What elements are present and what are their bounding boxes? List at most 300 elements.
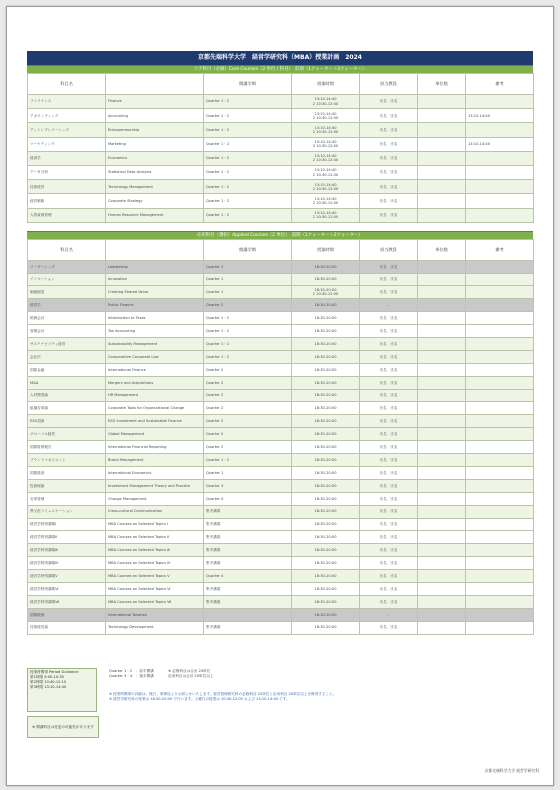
course-time: 18:30-20:00 bbox=[292, 441, 360, 454]
table-row bbox=[28, 109, 534, 123]
course-term: Quarter 1・2 bbox=[204, 151, 292, 165]
course-credit bbox=[418, 608, 466, 621]
course-credit bbox=[418, 492, 466, 505]
course-term: 集中講義 bbox=[204, 544, 292, 557]
course-name-ja: アントレプレナーシップ bbox=[28, 123, 106, 137]
course-note bbox=[466, 123, 534, 137]
course-term: Quarter 1・2 bbox=[204, 95, 292, 109]
column-header: 科目名 bbox=[28, 239, 106, 260]
course-name-ja: ファイナンス bbox=[28, 95, 106, 109]
table-row bbox=[28, 505, 534, 518]
course-teacher: - bbox=[360, 608, 418, 621]
course-name-en: Creating Shared Value bbox=[106, 286, 204, 299]
column-header: 単位数 bbox=[418, 74, 466, 95]
course-name-en: MBA Courses on Selected Topics Ⅱ bbox=[106, 531, 204, 544]
course-credit bbox=[418, 194, 466, 208]
course-teacher: 氏名 氏名 bbox=[360, 376, 418, 389]
course-credit bbox=[418, 531, 466, 544]
course-time: 18:30-20:00 bbox=[292, 389, 360, 402]
course-time: 18:30-20:00 bbox=[292, 260, 360, 273]
table-row bbox=[28, 260, 534, 273]
course-time: 18:30-20:00 bbox=[292, 492, 360, 505]
course-note bbox=[466, 544, 534, 557]
course-name-en: Economics bbox=[106, 151, 204, 165]
course-note bbox=[466, 454, 534, 467]
course-time: 13:10-14:40 2 10:30-12:00 bbox=[292, 151, 360, 165]
course-name-en: Mergers and Acquisitions bbox=[106, 376, 204, 389]
course-name-en: Public Finance bbox=[106, 299, 204, 312]
course-name-en: International Finance bbox=[106, 363, 204, 376]
course-term: Quarter 1・2 bbox=[204, 109, 292, 123]
course-term: Quarter 2 bbox=[204, 415, 292, 428]
course-name-ja: 国際金融 bbox=[28, 363, 106, 376]
course-name-en: International Taxation bbox=[106, 608, 204, 621]
course-name-ja: 国際経済 bbox=[28, 466, 106, 479]
course-credit bbox=[418, 273, 466, 286]
course-credit bbox=[418, 570, 466, 583]
course-note bbox=[466, 312, 534, 325]
course-credit bbox=[418, 123, 466, 137]
course-name-en: Leadership bbox=[106, 260, 204, 273]
course-time: 18:30-20:00 bbox=[292, 338, 360, 351]
course-time: 18:30-20:00 bbox=[292, 312, 360, 325]
course-credit bbox=[418, 350, 466, 363]
course-name-en: MBA Courses on Selected Topics Ⅶ bbox=[106, 595, 204, 608]
page-title: 京都先端科学大学 経営学研究科（MBA）授業計画 2024 bbox=[27, 51, 533, 65]
course-credit bbox=[418, 466, 466, 479]
course-name-ja: イノベーション bbox=[28, 273, 106, 286]
course-name-en: Technology Development bbox=[106, 621, 204, 634]
course-note bbox=[466, 505, 534, 518]
schedule-content bbox=[27, 51, 533, 635]
course-teacher: 氏名 氏名 bbox=[360, 557, 418, 570]
course-teacher: 氏名 氏名 bbox=[360, 518, 418, 531]
table-row bbox=[28, 518, 534, 531]
course-note bbox=[466, 151, 534, 165]
course-teacher: 氏名 氏名 bbox=[360, 180, 418, 194]
course-name-ja: 組織変革論 bbox=[28, 402, 106, 415]
course-teacher: 氏名 氏名 bbox=[360, 363, 418, 376]
course-note bbox=[466, 466, 534, 479]
course-time: 13:10-14:40 2 10:30-12:00 bbox=[292, 137, 360, 151]
course-time: 18:30-20:00 bbox=[292, 402, 360, 415]
course-term: Quarter 1 bbox=[204, 286, 292, 299]
course-name-ja: 経営学特別講義Ⅵ bbox=[28, 582, 106, 595]
course-term: 集中講義 bbox=[204, 595, 292, 608]
course-term: Quarter 1・2 bbox=[204, 194, 292, 208]
course-teacher: 氏名 氏名 bbox=[360, 428, 418, 441]
period-guidance-box bbox=[27, 668, 97, 712]
table-row bbox=[28, 180, 534, 194]
quarter-legend bbox=[109, 669, 213, 679]
course-teacher: 氏名 氏名 bbox=[360, 492, 418, 505]
table-row bbox=[28, 582, 534, 595]
course-time: 13:10-14:40 2 10:30-12:00 bbox=[292, 95, 360, 109]
course-term: Quarter 1・2 bbox=[204, 208, 292, 222]
course-note bbox=[466, 595, 534, 608]
course-credit bbox=[418, 376, 466, 389]
table-row bbox=[28, 208, 534, 222]
course-term: Quarter 2 bbox=[204, 363, 292, 376]
course-name-ja: M&A bbox=[28, 376, 106, 389]
course-credit bbox=[418, 165, 466, 179]
table-row bbox=[28, 389, 534, 402]
course-note bbox=[466, 557, 534, 570]
course-teacher: 氏名 氏名 bbox=[360, 109, 418, 123]
table-row bbox=[28, 273, 534, 286]
course-teacher: 氏名 氏名 bbox=[360, 402, 418, 415]
course-time: 18:30-20:00 bbox=[292, 363, 360, 376]
table-header-row bbox=[28, 239, 534, 260]
course-time: 13:10-14:40 2 10:30-12:00 bbox=[292, 123, 360, 137]
course-name-en: Innovation bbox=[106, 273, 204, 286]
course-name-en: Corporate Tools for Organizational Change bbox=[106, 402, 204, 415]
course-time: 13:10-14:40 2 10:30-12:00 bbox=[292, 165, 360, 179]
column-header: 担当教員 bbox=[360, 239, 418, 260]
course-teacher: 氏名 氏名 bbox=[360, 441, 418, 454]
course-name-en: MBA Courses on Selected Topics Ⅳ bbox=[106, 557, 204, 570]
course-time: 18:30-20:00 bbox=[292, 505, 360, 518]
course-term: Quarter 1 bbox=[204, 260, 292, 273]
legend-line: 第2時限 10:40-12:10 bbox=[30, 680, 67, 684]
course-name-ja: ESG投資 bbox=[28, 415, 106, 428]
course-term: Quarter 2 bbox=[204, 428, 292, 441]
course-name-en: MBA Courses on Selected Topics Ⅰ bbox=[106, 518, 204, 531]
course-teacher: 氏名 氏名 bbox=[360, 151, 418, 165]
course-time: 18:30-20:00 bbox=[292, 570, 360, 583]
course-note bbox=[466, 286, 534, 299]
course-teacher: 氏名 氏名 bbox=[360, 208, 418, 222]
column-header bbox=[106, 74, 204, 95]
course-teacher: - bbox=[360, 299, 418, 312]
course-teacher: 氏名 氏名 bbox=[360, 479, 418, 492]
course-note bbox=[466, 402, 534, 415]
course-time: 18:30-20:00 bbox=[292, 582, 360, 595]
course-note bbox=[466, 582, 534, 595]
course-time: 18:30-20:00 bbox=[292, 415, 360, 428]
footer-text: 京都先端科学大学 経営学研究科 bbox=[484, 768, 539, 773]
course-term: Quarter 1・2 bbox=[204, 137, 292, 151]
course-note bbox=[466, 325, 534, 338]
course-term: 集中講義 bbox=[204, 505, 292, 518]
table-row bbox=[28, 299, 534, 312]
course-credit bbox=[418, 151, 466, 165]
course-credit bbox=[418, 441, 466, 454]
course-name-ja: 経営学特別講義Ⅰ bbox=[28, 518, 106, 531]
course-name-ja: 管理会計 bbox=[28, 325, 106, 338]
course-time: 18:30-20:00 bbox=[292, 325, 360, 338]
course-teacher: 氏名 氏名 bbox=[360, 466, 418, 479]
course-term: 集中講義 bbox=[204, 531, 292, 544]
course-time: 13:10-14:40 2 10:30-12:00 bbox=[292, 109, 360, 123]
column-header: 授業時間 bbox=[292, 239, 360, 260]
course-term: Quarter 2 bbox=[204, 389, 292, 402]
course-time: 18:30-20:00 bbox=[292, 518, 360, 531]
course-name-ja: 税務会計 bbox=[28, 312, 106, 325]
course-name-en: Cross-cultural Communication bbox=[106, 505, 204, 518]
course-name-ja: 技術経営 bbox=[28, 180, 106, 194]
course-teacher: 氏名 氏名 bbox=[360, 621, 418, 634]
course-credit bbox=[418, 595, 466, 608]
course-time: 13:10-14:40 2 10:30-12:00 bbox=[292, 208, 360, 222]
course-note bbox=[466, 273, 534, 286]
course-name-ja: アカウンティング bbox=[28, 109, 106, 123]
course-name-ja: データ分析 bbox=[28, 165, 106, 179]
applied-courses-table bbox=[27, 239, 534, 635]
course-credit bbox=[418, 518, 466, 531]
course-name-en: HR Management bbox=[106, 389, 204, 402]
blue-notes bbox=[109, 692, 336, 702]
table-row bbox=[28, 454, 534, 467]
course-time: 18:30-20:00 bbox=[292, 466, 360, 479]
course-name-en: Accounting bbox=[106, 109, 204, 123]
table-row bbox=[28, 621, 534, 634]
course-note bbox=[466, 441, 534, 454]
course-credit bbox=[418, 621, 466, 634]
course-teacher: 氏名 氏名 bbox=[360, 595, 418, 608]
course-time: 18:30-20:00 bbox=[292, 621, 360, 634]
course-teacher: 氏名 氏名 bbox=[360, 415, 418, 428]
column-header: 開講学期 bbox=[204, 74, 292, 95]
document-page bbox=[6, 6, 554, 786]
course-name-ja: 経営学特別講義Ⅲ bbox=[28, 544, 106, 557]
course-name-en: International Economics bbox=[106, 466, 204, 479]
course-name-ja: グローバル経営 bbox=[28, 428, 106, 441]
course-credit bbox=[418, 180, 466, 194]
course-name-en: Comparative Corporate Law bbox=[106, 350, 204, 363]
course-note: 13:10-14:40 bbox=[466, 109, 534, 123]
course-credit bbox=[418, 479, 466, 492]
core-courses-band: コア科目（必修）Core Courses（2 単位 / 科目） 前期（1クォーター＋2クォーター） bbox=[27, 65, 533, 73]
course-name-en: Investment Management Theory and Practice bbox=[106, 479, 204, 492]
course-credit bbox=[418, 95, 466, 109]
course-term: Quarter 1・2 bbox=[204, 165, 292, 179]
course-credit bbox=[418, 557, 466, 570]
course-teacher: 氏名 氏名 bbox=[360, 505, 418, 518]
course-term: 集中講義 bbox=[204, 557, 292, 570]
course-name-ja: 人的資源管理 bbox=[28, 208, 106, 222]
legend-line: Quarter 1・2 ：前半開講 ※ 必修科目は合計 24単位 bbox=[109, 669, 211, 673]
course-name-en: Finance bbox=[106, 95, 204, 109]
note-box: ※ 開講科目は変更の可能性があります bbox=[27, 716, 99, 738]
course-note bbox=[466, 479, 534, 492]
table-row bbox=[28, 350, 534, 363]
table-row bbox=[28, 95, 534, 109]
table-row bbox=[28, 312, 534, 325]
course-name-en: International Financial Reporting bbox=[106, 441, 204, 454]
course-term: 集中講義 bbox=[204, 621, 292, 634]
table-row bbox=[28, 595, 534, 608]
course-name-ja: 価値創造 bbox=[28, 286, 106, 299]
course-credit bbox=[418, 137, 466, 151]
course-term: Quarter 1・2 bbox=[204, 123, 292, 137]
course-credit bbox=[418, 299, 466, 312]
table-row bbox=[28, 286, 534, 299]
course-credit bbox=[418, 260, 466, 273]
course-note bbox=[466, 338, 534, 351]
course-credit bbox=[418, 544, 466, 557]
course-name-en: Sustainability Management bbox=[106, 338, 204, 351]
course-teacher: 氏名 氏名 bbox=[360, 531, 418, 544]
course-name-en: Human Resource Management bbox=[106, 208, 204, 222]
column-header bbox=[106, 239, 204, 260]
course-time: 18:30-20:00 bbox=[292, 350, 360, 363]
column-header: 開講学期 bbox=[204, 239, 292, 260]
note-line: ※ 経営学研究科の授業は 18:30-20:00 で行います。土曜日の授業は 10:30-12:00 および 13:10-14:40 です。 bbox=[109, 697, 290, 702]
course-teacher: 氏名 氏名 bbox=[360, 194, 418, 208]
course-name-ja: 経済学 bbox=[28, 151, 106, 165]
course-term: Quarter 2 bbox=[204, 441, 292, 454]
course-name-ja: 変革管理 bbox=[28, 492, 106, 505]
course-time: 18:30-20:00 bbox=[292, 557, 360, 570]
course-time: 18:30-20:00 bbox=[292, 531, 360, 544]
table-row bbox=[28, 402, 534, 415]
course-teacher: 氏名 氏名 bbox=[360, 260, 418, 273]
table-row bbox=[28, 338, 534, 351]
table-row bbox=[28, 165, 534, 179]
course-credit bbox=[418, 505, 466, 518]
course-term: Quarter 2 bbox=[204, 402, 292, 415]
course-note bbox=[466, 165, 534, 179]
course-term bbox=[204, 608, 292, 621]
core-courses-table bbox=[27, 73, 534, 223]
course-name-ja: リーダーシップ bbox=[28, 260, 106, 273]
course-term: Quarter 1・2 bbox=[204, 312, 292, 325]
course-term: Quarter 2 bbox=[204, 376, 292, 389]
course-name-ja: ブランドマネジメント bbox=[28, 454, 106, 467]
column-header: 担当教員 bbox=[360, 74, 418, 95]
course-name-ja: 投資理論 bbox=[28, 479, 106, 492]
course-time: 18:30-20:00 bbox=[292, 544, 360, 557]
course-credit bbox=[418, 415, 466, 428]
column-header: 備考 bbox=[466, 239, 534, 260]
course-name-ja: 経営学特別講義Ⅶ bbox=[28, 595, 106, 608]
column-header: 科目名 bbox=[28, 74, 106, 95]
course-term: Quarter 4 bbox=[204, 570, 292, 583]
course-name-ja: サステナビリティ経営 bbox=[28, 338, 106, 351]
course-note bbox=[466, 363, 534, 376]
course-time: 13:10-14:40 2 10:30-12:00 bbox=[292, 180, 360, 194]
course-credit bbox=[418, 363, 466, 376]
course-credit bbox=[418, 286, 466, 299]
course-credit bbox=[418, 402, 466, 415]
course-teacher: 氏名 氏名 bbox=[360, 350, 418, 363]
course-name-ja: 経営学特別講義Ⅱ bbox=[28, 531, 106, 544]
course-teacher: 氏名 氏名 bbox=[360, 454, 418, 467]
course-note bbox=[466, 194, 534, 208]
course-name-ja: 人材開発論 bbox=[28, 389, 106, 402]
course-term: 集中講義 bbox=[204, 518, 292, 531]
course-teacher: 氏名 氏名 bbox=[360, 165, 418, 179]
table-row bbox=[28, 194, 534, 208]
course-name-en: Statistical Data Analysis bbox=[106, 165, 204, 179]
course-name-en: Brand Management bbox=[106, 454, 204, 467]
course-teacher: 氏名 氏名 bbox=[360, 544, 418, 557]
table-row bbox=[28, 608, 534, 621]
table-row bbox=[28, 479, 534, 492]
course-credit bbox=[418, 428, 466, 441]
course-term: Quarter 1・2 bbox=[204, 454, 292, 467]
course-name-ja: 国際税務 bbox=[28, 608, 106, 621]
course-name-en: Introduction to Taxes bbox=[106, 312, 204, 325]
course-time: 18:30-20:00 bbox=[292, 428, 360, 441]
table-row bbox=[28, 531, 534, 544]
course-credit bbox=[418, 109, 466, 123]
course-teacher: 氏名 氏名 bbox=[360, 570, 418, 583]
table-row bbox=[28, 376, 534, 389]
course-term: Quarter 1・2 bbox=[204, 325, 292, 338]
legend-line: 第3時限 13:10-14:40 bbox=[30, 685, 67, 689]
course-name-en: Corporate Strategy bbox=[106, 194, 204, 208]
course-term: Quarter 1 bbox=[204, 273, 292, 286]
column-header: 単位数 bbox=[418, 239, 466, 260]
course-credit bbox=[418, 312, 466, 325]
course-name-ja: 会社法 bbox=[28, 350, 106, 363]
course-name-ja: 経営学特別講義Ⅴ bbox=[28, 570, 106, 583]
course-note bbox=[466, 428, 534, 441]
course-teacher: 氏名 氏名 bbox=[360, 273, 418, 286]
course-term: Quarter 1・2 bbox=[204, 180, 292, 194]
table-row bbox=[28, 415, 534, 428]
course-note: 13:10-14:40 bbox=[466, 137, 534, 151]
table-row bbox=[28, 557, 534, 570]
course-credit bbox=[418, 582, 466, 595]
course-note bbox=[466, 350, 534, 363]
course-name-en: Marketing bbox=[106, 137, 204, 151]
course-name-en: MBA Courses on Selected Topics Ⅴ bbox=[106, 570, 204, 583]
course-note bbox=[466, 570, 534, 583]
course-credit bbox=[418, 454, 466, 467]
course-term: Quarter 1 bbox=[204, 466, 292, 479]
course-time: 18:30-20:00 bbox=[292, 454, 360, 467]
course-time: 18:30-20:00 bbox=[292, 376, 360, 389]
course-name-ja: 経営学 bbox=[28, 299, 106, 312]
course-term: Quarter 1・2 bbox=[204, 350, 292, 363]
course-name-en: MBA Courses on Selected Topics Ⅲ bbox=[106, 544, 204, 557]
course-time: 18:30-20:00 2 10:30-12:00 bbox=[292, 286, 360, 299]
course-note bbox=[466, 518, 534, 531]
table-row bbox=[28, 123, 534, 137]
table-row bbox=[28, 492, 534, 505]
table-row bbox=[28, 570, 534, 583]
course-time: 18:30-20:00 bbox=[292, 479, 360, 492]
course-teacher: 氏名 氏名 bbox=[360, 123, 418, 137]
course-teacher: 氏名 氏名 bbox=[360, 312, 418, 325]
course-note bbox=[466, 208, 534, 222]
applied-courses-band: 応用科目（選択）Applied Courses（2 単位） 前期（1クォーター＋2クォーター） bbox=[27, 231, 533, 239]
table-row bbox=[28, 151, 534, 165]
course-teacher: 氏名 氏名 bbox=[360, 325, 418, 338]
legend-line: 第1時限 9:00-10:30 bbox=[30, 675, 64, 679]
course-note bbox=[466, 492, 534, 505]
course-teacher: 氏名 氏名 bbox=[360, 137, 418, 151]
course-term: 集中講義 bbox=[204, 582, 292, 595]
course-note bbox=[466, 95, 534, 109]
course-teacher: 氏名 氏名 bbox=[360, 582, 418, 595]
course-term: Quarter 2 bbox=[204, 299, 292, 312]
course-name-en: Tax Accounting bbox=[106, 325, 204, 338]
table-row bbox=[28, 428, 534, 441]
course-teacher: 氏名 氏名 bbox=[360, 286, 418, 299]
table-row bbox=[28, 137, 534, 151]
course-note bbox=[466, 415, 534, 428]
course-name-en: Entrepreneurship bbox=[106, 123, 204, 137]
course-name-ja: 国際財務報告 bbox=[28, 441, 106, 454]
course-note bbox=[466, 608, 534, 621]
table-row bbox=[28, 325, 534, 338]
course-credit bbox=[418, 338, 466, 351]
course-term: Quarter 1・2 bbox=[204, 338, 292, 351]
